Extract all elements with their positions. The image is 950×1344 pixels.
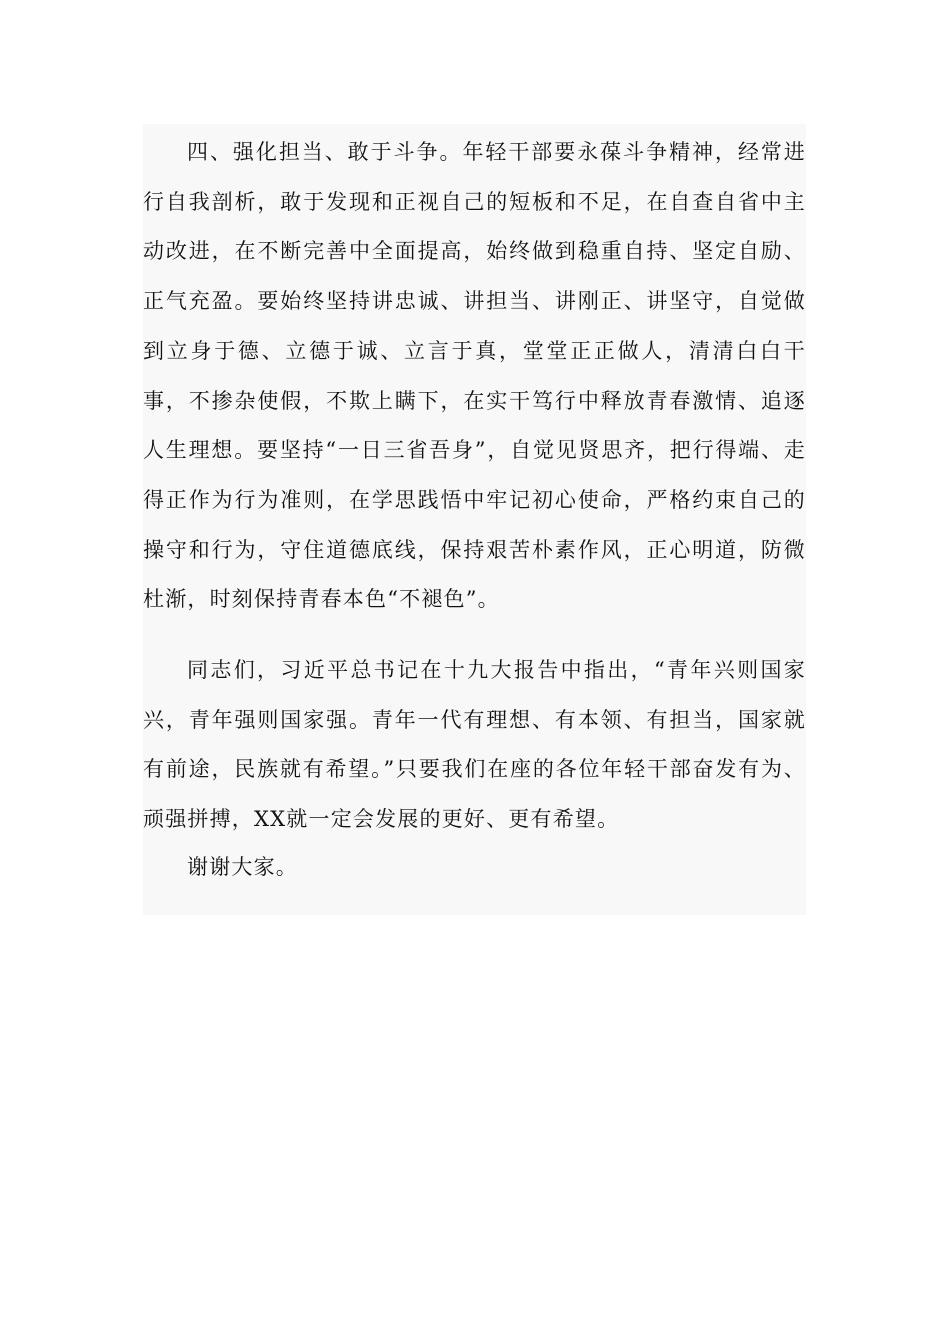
paragraph-strengthen-responsibility: 四、强化担当、敢于斗争。年轻干部要永葆斗争精神，经常进行自我剖析，敢于发现和正视自己的短板和不足，在自查自省中主动改进，在不断完善中全面提高，始终做到稳重自持、坚定自励、正气充盈。要始终坚持讲忠诚、讲担当、讲刚正、讲坚守，自觉做到立身于德、立德于诚、立言于真，堂堂正正做人，清清白白干事，不掺杂使假，不欺上瞒下，在实干笃行中释放青春激情、追逐人生理想。要坚持“一日三省吾身”，自觉见贤思齐，把行得端、走得正作为行为准则，在学思践悟中牢记初心使命，严格约束自己的操守和行为，守住道德底线，保持艰苦朴素作风，正心明道，防微杜渐，时刻保持青春本色“不褪色”。 xyxy=(143,140,806,612)
paragraph-comrades: 同志们，习近平总书记在十九大报告中指出，“青年兴则国家兴，青年强则国家强。青年一代有理想、有本领、有担当，国家就有前途，民族就有希望。”只要我们在座的各位年轻干部奋发有为、顽强拼搏，XX就一定会发展的更好、更有希望。 xyxy=(143,658,806,832)
paragraph-thanks: 谢谢大家。 xyxy=(187,855,298,879)
text-block xyxy=(143,124,806,915)
